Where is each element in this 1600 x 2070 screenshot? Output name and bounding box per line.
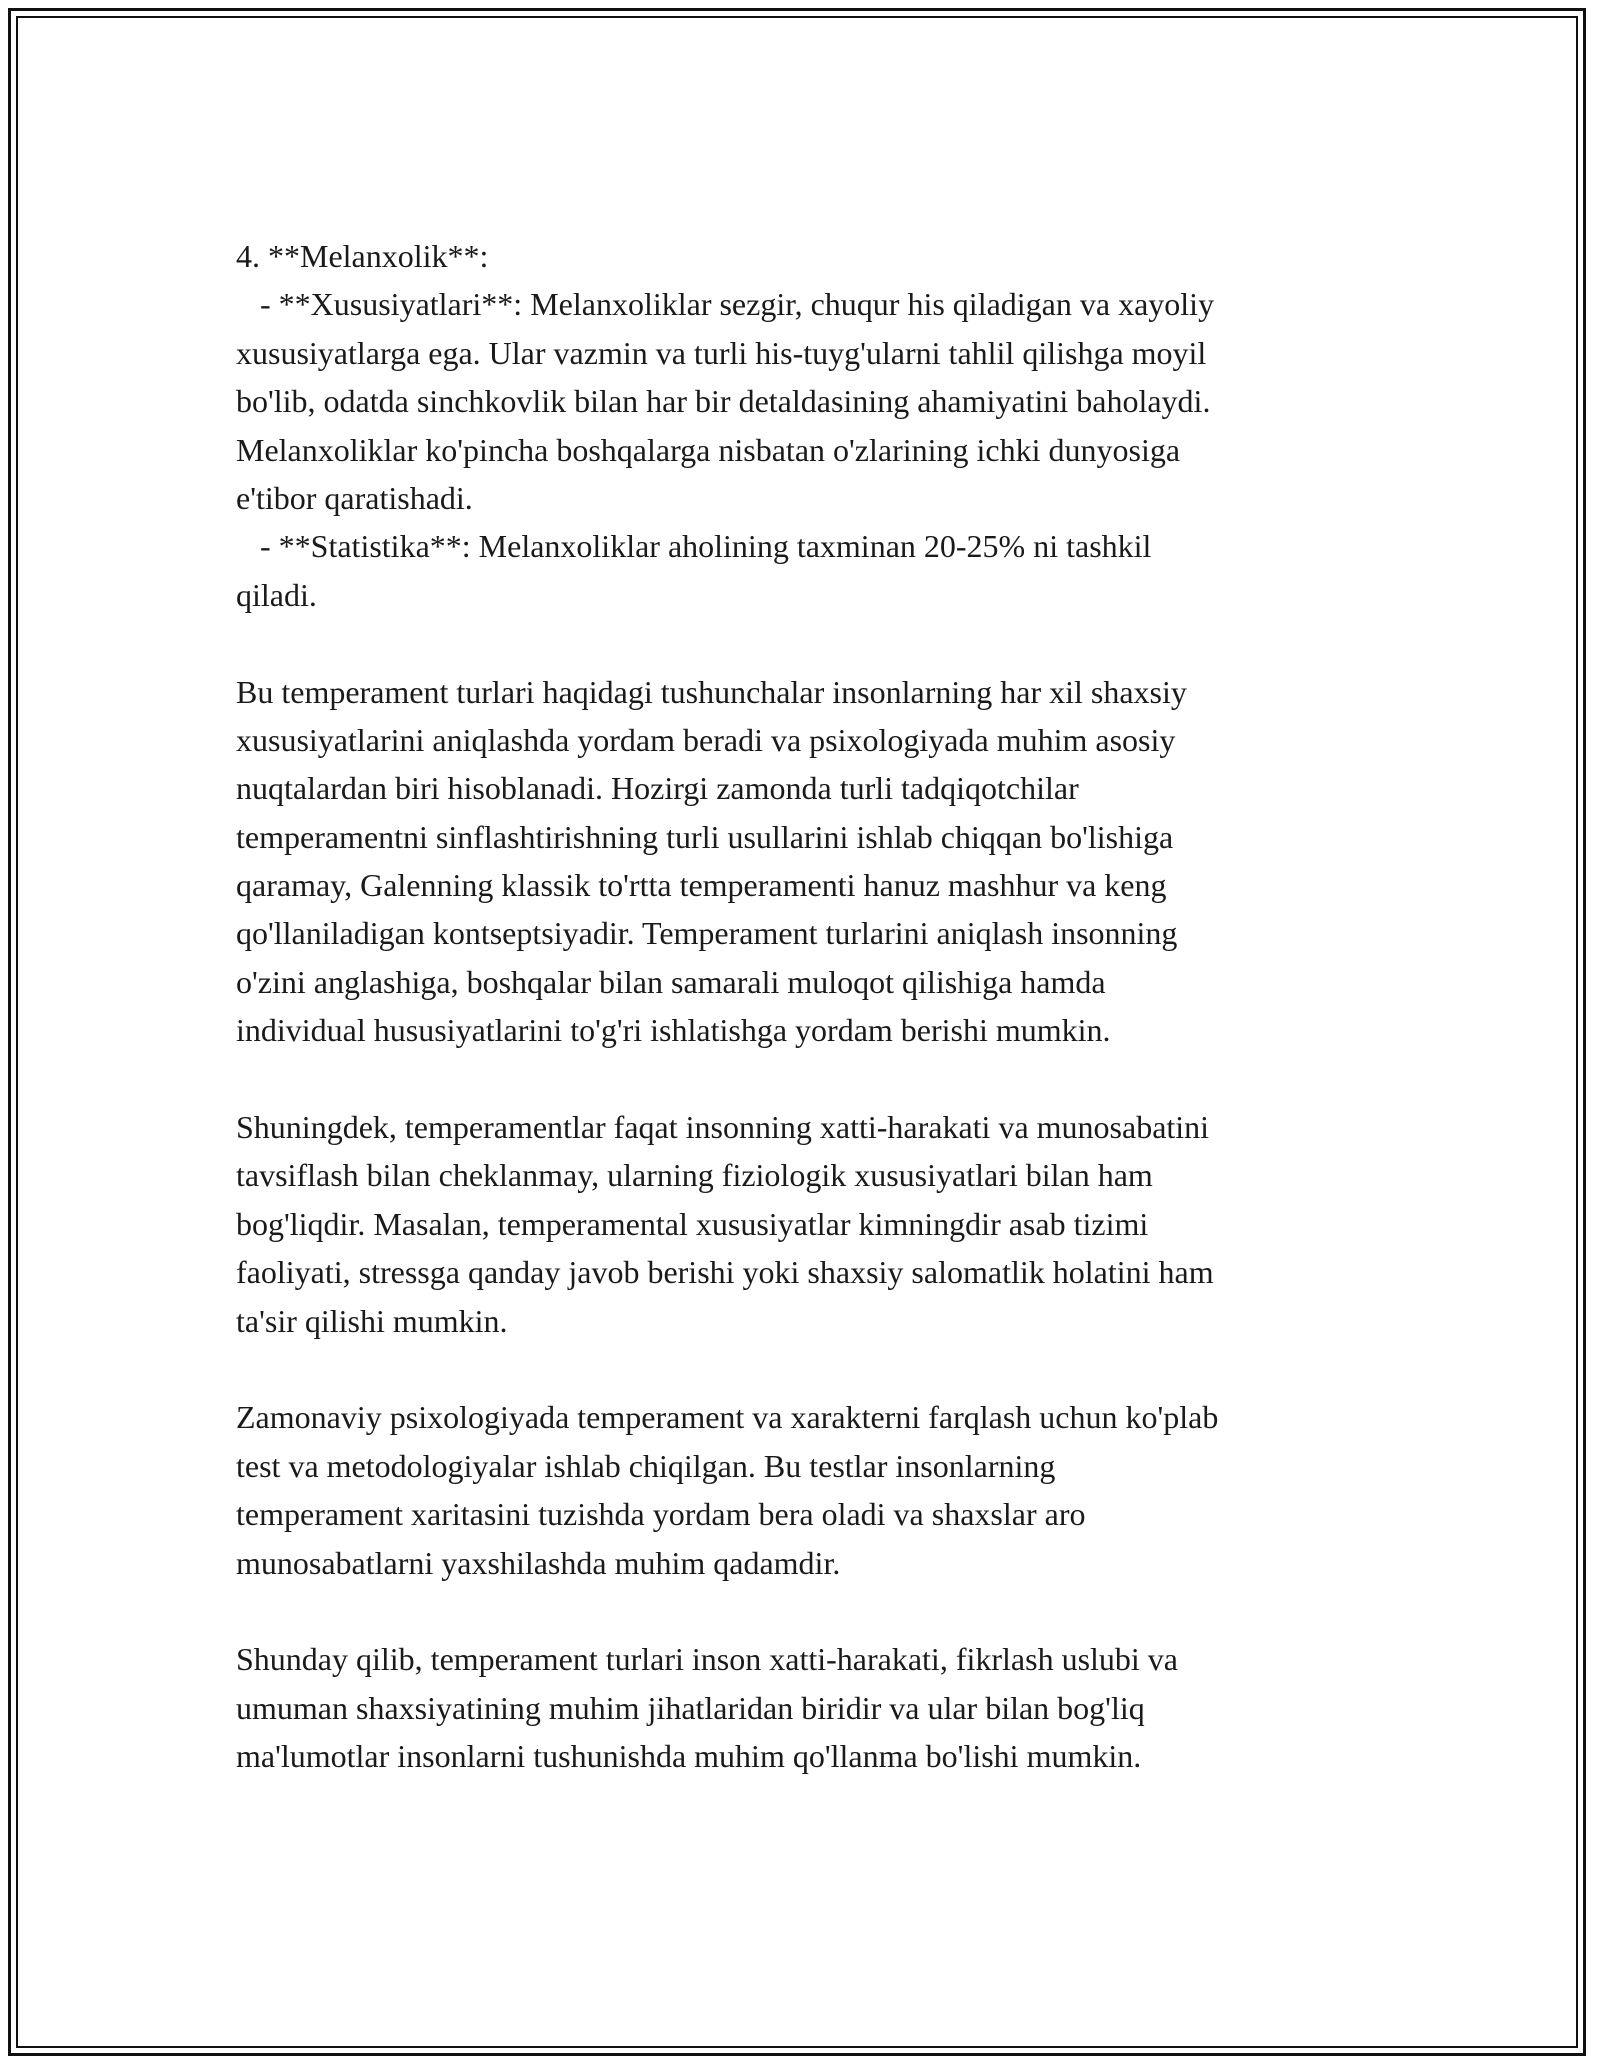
bullet-statistics — [236, 522, 1376, 619]
text-line: Bu temperament turlari haqidagi tushunchalar insonlarning har xil shaxsiy — [236, 673, 1187, 710]
text-line: ta'sir qilishi mumkin. — [236, 1302, 508, 1339]
text-line: qiladi. — [236, 576, 317, 613]
text-line: Zamonaviy psixologiyada temperament va xarakterni farqlash uchun ko'plab — [236, 1399, 1219, 1436]
text-line: xususiyatlarini aniqlashda yordam beradi va psixologiyada muhim asosiy — [236, 721, 1176, 758]
paragraph-spacer — [236, 1587, 1376, 1635]
text-line: bo'lib, odatda sinchkovlik bilan har bir detaldasining ahamiyatini baholaydi. — [236, 383, 1211, 420]
paragraph-modern-psychology — [236, 1393, 1376, 1587]
text-line: ma'lumotlar insonlarni tushunishda muhim qo'llanma bo'lishi mumkin. — [236, 1738, 1142, 1775]
text-line: - **Statistika**: Melanxoliklar aholining taxminan 20-25% ni tashkil — [236, 528, 1152, 565]
section-heading: 4. **Melanxolik**: — [236, 238, 489, 274]
text-line: temperamentni sinflashtirishning turli usullarini ishlab chiqqan bo'lishiga — [236, 818, 1174, 855]
text-line: umuman shaxsiyatining muhim jihatlaridan biridir va ular bilan bog'liq — [236, 1689, 1145, 1726]
text-line: qo'llaniladigan kontseptsiyadir. Temperament turlarini aniqlash insonning — [236, 915, 1178, 952]
paragraph-physiology — [236, 1103, 1376, 1345]
paragraph-conclusion — [236, 1635, 1376, 1780]
text-line: individual hususiyatlarini to'g'ri ishlatishga yordam berishi mumkin. — [236, 1012, 1111, 1049]
paragraph-spacer — [236, 1345, 1376, 1393]
text-line: bog'liqdir. Masalan, temperamental xususiyatlar kimningdir asab tizimi — [236, 1205, 1149, 1242]
bullet-characteristics — [236, 280, 1376, 522]
document-body — [236, 232, 1376, 1781]
text-line: tavsiflash bilan cheklanmay, ularning fiziologik xususiyatlari bilan ham — [236, 1157, 1153, 1194]
text-line: Melanxoliklar ko'pincha boshqalarga nisbatan o'zlarining ichki dunyosiga — [236, 431, 1181, 468]
text-line: temperament xaritasini tuzishda yordam bera oladi va shaxslar aro — [236, 1496, 1086, 1533]
text-line: qaramay, Galenning klassik to'rtta temperamenti hanuz mashhur va keng — [236, 867, 1167, 904]
text-line: nuqtalardan biri hisoblanadi. Hozirgi zamonda turli tadqiqotchilar — [236, 770, 1079, 807]
text-line: o'zini anglashiga, boshqalar bilan samarali muloqot qilishiga hamda — [236, 963, 1106, 1000]
paragraph-spacer — [236, 619, 1376, 667]
text-line: e'tibor qaratishadi. — [236, 479, 473, 516]
text-line: xususiyatlarga ega. Ular vazmin va turli his-tuyg'ularni tahlil qilishga moyil — [236, 334, 1207, 371]
text-line: faoliyati, stressga qanday javob berishi yoki shaxsiy salomatlik holatini ham — [236, 1254, 1214, 1291]
text-line: Shuningdek, temperamentlar faqat insonning xatti-harakati va munosabatini — [236, 1109, 1210, 1146]
text-line: munosabatlarni yaxshilashda muhim qadamdir. — [236, 1544, 841, 1581]
paragraph-temperament-types — [236, 668, 1376, 1055]
text-line: test va metodologiyalar ishlab chiqilgan. Bu testlar insonlarning — [236, 1447, 1056, 1484]
paragraph-spacer — [236, 1055, 1376, 1103]
text-line: Shunday qilib, temperament turlari inson xatti-harakati, fikrlash uslubi va — [236, 1641, 1178, 1678]
text-line: - **Xususiyatlari**: Melanxoliklar sezgir, chuqur his qiladigan va xayoliy — [236, 286, 1215, 323]
